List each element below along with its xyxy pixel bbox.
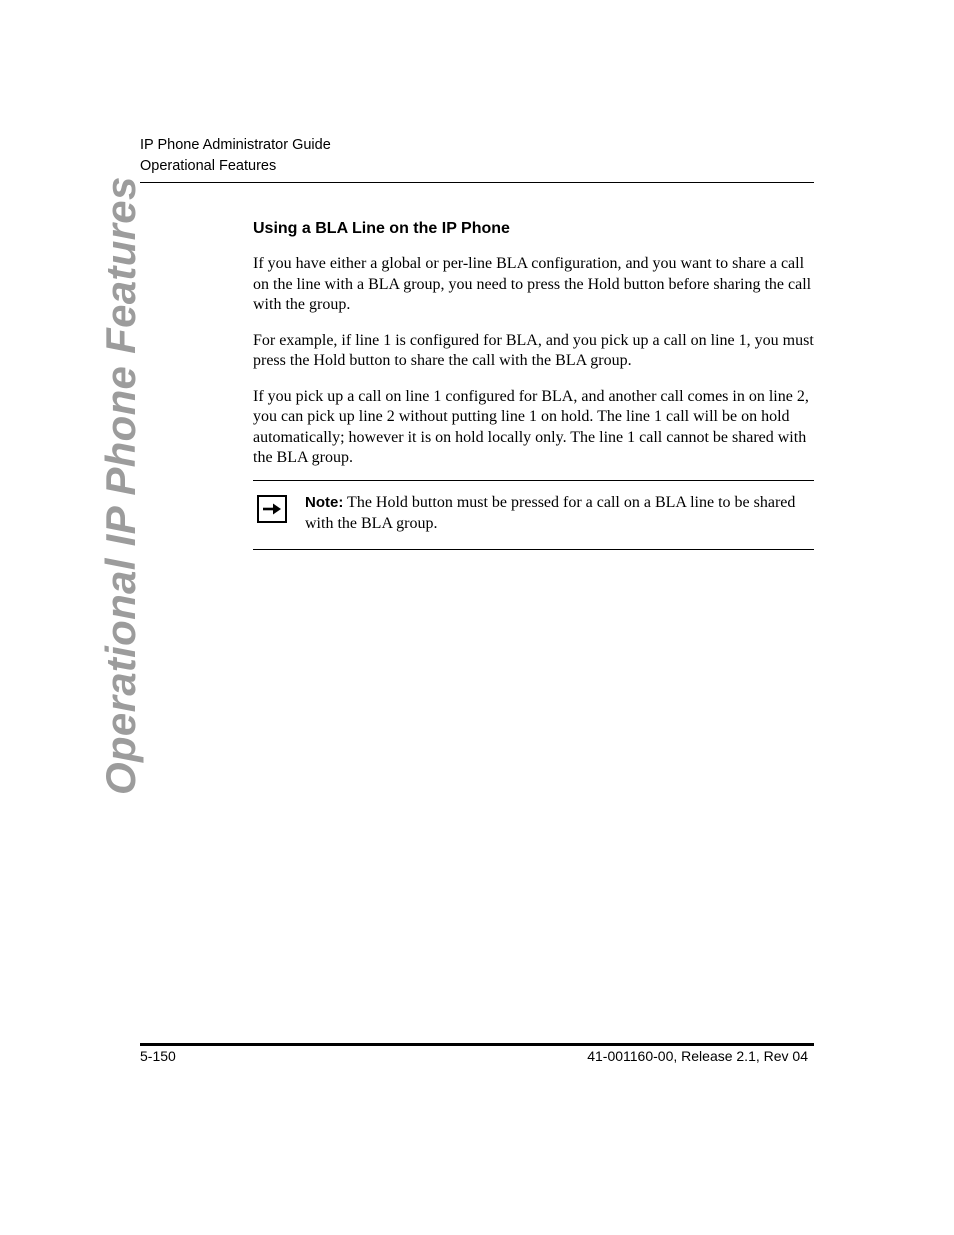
running-header — [140, 135, 814, 177]
paragraph-3: If you pick up a call on line 1 configured for BLA, and another call comes in on line 2, you can pick up line 2 without putting line 1 on hold. The line 1 call will be on hold automatically; however it is on hold locally only. The line 1 call cannot be shared with the BLA group. — [253, 387, 809, 466]
paragraph-2: For example, if line 1 is configured for BLA, and you pick up a call on line 1, you must press the Hold button to share the call with the BLA group. — [253, 331, 814, 369]
header-divider — [140, 182, 814, 183]
document-id: 41-001160-00, Release 2.1, Rev 04 — [587, 1048, 808, 1064]
section-heading: Using a BLA Line on the IP Phone — [253, 220, 510, 237]
header-guide-title: IP Phone Administrator Guide — [140, 137, 331, 153]
main-content — [253, 218, 814, 484]
arrow-right-icon — [257, 495, 287, 523]
note-label: Note: — [305, 494, 344, 511]
header-chapter-title: Operational Features — [140, 158, 277, 174]
paragraph-1: If you have either a global or per-line BLA configuration, and you want to share a call on the line with a BLA group, you need to press the Hold button before sharing the call with the group. — [253, 255, 812, 313]
page-number: 5-150 — [140, 1048, 176, 1064]
note-text — [305, 492, 810, 534]
note-box — [253, 480, 814, 550]
footer-divider — [140, 1043, 814, 1046]
side-chapter-title: Operational IP Phone Features — [97, 176, 144, 795]
note-body: The Hold button must be pressed for a call on a BLA line to be shared with the BLA group. — [305, 494, 796, 532]
